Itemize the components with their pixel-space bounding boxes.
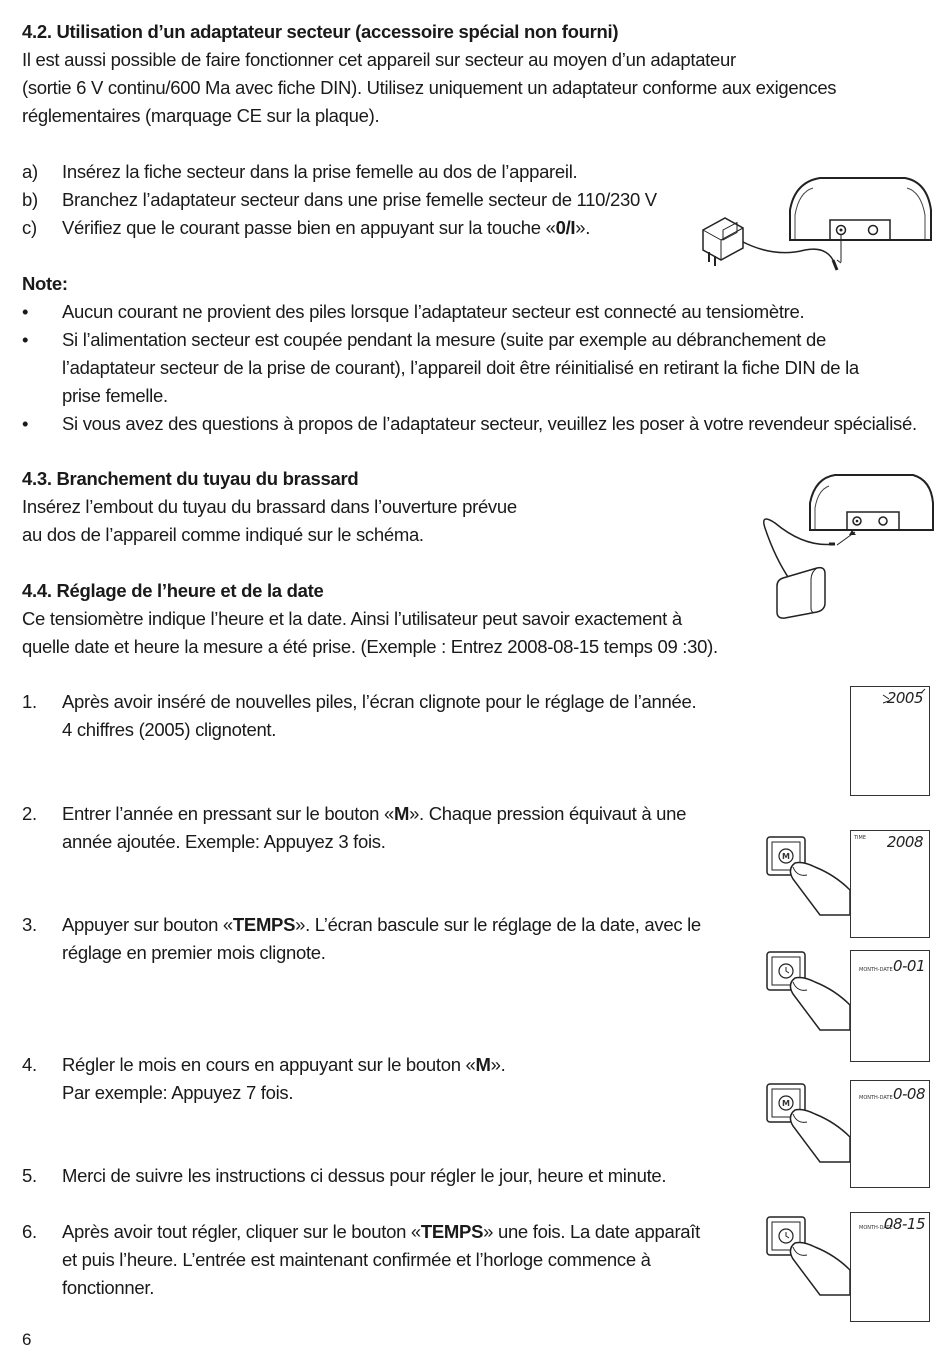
m-button-press-illustration [765, 835, 855, 920]
list-item-continuation [22, 354, 917, 382]
step-number: 5. [22, 1165, 37, 1186]
step-text: Après avoir inséré de nouvelles piles, l’écran clignote pour le réglage de l’année. [62, 691, 697, 712]
text-run: ». [490, 1054, 506, 1075]
step-number: 4. [22, 1054, 37, 1075]
lcd-display-year [850, 830, 930, 938]
step-text: Par exemple: Appuyez 7 fois. [62, 1082, 294, 1103]
text-run: » une fois. La date apparaît [483, 1221, 700, 1242]
list-item-continuation [22, 382, 917, 410]
paragraph-line: Il est aussi possible de faire fonctionner cet appareil sur secteur au moyen d’un adaptateur [22, 49, 736, 70]
step-4 [22, 1051, 506, 1107]
lcd-display-month-blink [850, 950, 930, 1062]
lcd-digits: 0-01 [892, 957, 925, 975]
paragraph-line: quelle date et heure la mesure a été prise. (Exemple : Entrez 2008-08-15 temps 09 :30). [22, 636, 718, 657]
lcd-digits: 08-15 [883, 1215, 925, 1233]
step-2 [22, 800, 686, 856]
temps-button-press-illustration [765, 950, 855, 1035]
text-run: ». [575, 217, 591, 238]
step-text [22, 1218, 700, 1246]
step-text: et puis l’heure. L’entrée est maintenant confirmée et l’horloge commence à [62, 1249, 651, 1270]
text-run: Après avoir tout régler, cliquer sur le bouton « [62, 1221, 421, 1242]
list-text: Si l’alimentation secteur est coupée pendant la mesure (suite par exemple au débranchement de [62, 329, 826, 350]
step-number: 6. [22, 1221, 37, 1242]
cuff-illustration [755, 468, 935, 628]
m-button-press-illustration [765, 1082, 855, 1167]
section-heading: 4.2. Utilisation d’un adaptateur secteur (accessoire spécial non fourni) [22, 21, 619, 42]
list-text: Aucun courant ne provient des piles lorsque l’adaptateur secteur est connecté au tensiomètre. [62, 301, 805, 322]
list-item [22, 186, 657, 214]
lcd-label: MONTH-DATE [859, 1095, 893, 1101]
temps-button-press-illustration [765, 1215, 855, 1300]
list-marker: b) [22, 189, 38, 210]
bullet: • [22, 413, 29, 434]
paragraph-line: (sortie 6 V continu/600 Ma avec fiche DIN). Utilisez uniquement un adaptateur conforme aux exigences [22, 77, 837, 98]
list-text: Branchez l’adaptateur secteur dans une prise femelle secteur de 110/230 V [62, 189, 657, 210]
lcd-display-month [850, 1080, 930, 1188]
note-heading: Note: [22, 273, 68, 294]
step-number: 3. [22, 914, 37, 935]
lcd-display-year-blink [850, 686, 930, 796]
text-run: Régler le mois en cours en appuyant sur le bouton « [62, 1054, 476, 1075]
bullet: • [22, 329, 29, 350]
step-1 [22, 688, 696, 744]
text-run: Vérifiez que le courant passe bien en appuyant sur la touche « [62, 217, 556, 238]
page-number: 6 [22, 1330, 32, 1349]
step-5 [22, 1162, 666, 1190]
paragraph-line: au dos de l’appareil comme indiqué sur le schéma. [22, 524, 424, 545]
list-item [22, 158, 657, 186]
section-4-4 [22, 577, 718, 661]
list-item [22, 410, 917, 438]
step-text: fonctionner. [62, 1277, 155, 1298]
key-label: 0/I [555, 217, 576, 238]
list-text: l’adaptateur secteur de la prise de courant), l’appareil doit être réinitialisé en retirant la fiche DIN de la [62, 357, 859, 378]
list-text [22, 214, 657, 242]
section-heading: 4.3. Branchement du tuyau du brassard [22, 468, 359, 489]
step-3 [22, 911, 701, 967]
key-label: TEMPS [232, 914, 296, 935]
list-item [22, 298, 917, 326]
list-text: Insérez la fiche secteur dans la prise femelle au dos de l’appareil. [62, 161, 578, 182]
step-6 [22, 1218, 700, 1302]
section-4-3 [22, 465, 517, 549]
section-heading: 4.4. Réglage de l’heure et de la date [22, 580, 324, 601]
key-label: M [393, 803, 410, 824]
lcd-label: TIME [854, 835, 867, 841]
step-text: 4 chiffres (2005) clignotent. [62, 719, 277, 740]
paragraph-line: réglementaires (marquage CE sur la plaque). [22, 105, 380, 126]
step-text: Merci de suivre les instructions ci dessus pour régler le jour, heure et minute. [62, 1165, 667, 1186]
step-number: 2. [22, 803, 37, 824]
paragraph-line: Ce tensiomètre indique l’heure et la date. Ainsi l’utilisateur peut savoir exactement à [22, 608, 682, 629]
list-text: Si vous avez des questions à propos de l’adaptateur secteur, veuillez les poser à votre revendeur spécialisé. [62, 413, 917, 434]
list-marker: a) [22, 161, 38, 182]
lcd-digits: 2005 [886, 689, 923, 707]
list-marker: c) [22, 217, 37, 238]
step-text [22, 800, 686, 828]
section-4-2 [22, 18, 836, 130]
adapter-illustration [695, 170, 935, 275]
text-run: ». L’écran bascule sur le réglage de la date, avec le [295, 914, 701, 935]
step-text: année ajoutée. Exemple: Appuyez 3 fois. [62, 831, 386, 852]
text-run: Appuyer sur bouton « [62, 914, 233, 935]
lcd-label: MONTH-DATE [859, 1225, 893, 1231]
note-section [22, 270, 917, 438]
step-text [22, 911, 701, 939]
list-item [22, 214, 657, 242]
blink-rays-icon [851, 687, 929, 707]
list-text: prise femelle. [62, 385, 168, 406]
lcd-digits: 0-08 [892, 1085, 925, 1103]
key-label: M [475, 1054, 491, 1075]
text-run: Entrer l’année en pressant sur le bouton « [62, 803, 394, 824]
step-text: réglage en premier mois clignote. [62, 942, 326, 963]
steps-a-c [22, 158, 657, 242]
list-item [22, 326, 917, 354]
step-number: 1. [22, 691, 37, 712]
step-text [22, 1051, 506, 1079]
button-label: M [782, 1099, 790, 1108]
text-run: ». Chaque pression équivaut à une [409, 803, 687, 824]
paragraph-line: Insérez l’embout du tuyau du brassard dans l’ouverture prévue [22, 496, 517, 517]
lcd-label: MONTH-DATE [859, 967, 893, 973]
lcd-digits: 2008 [886, 833, 923, 851]
key-label: TEMPS [420, 1221, 484, 1242]
button-label: M [782, 852, 790, 861]
bullet: • [22, 301, 29, 322]
lcd-display-date [850, 1212, 930, 1322]
